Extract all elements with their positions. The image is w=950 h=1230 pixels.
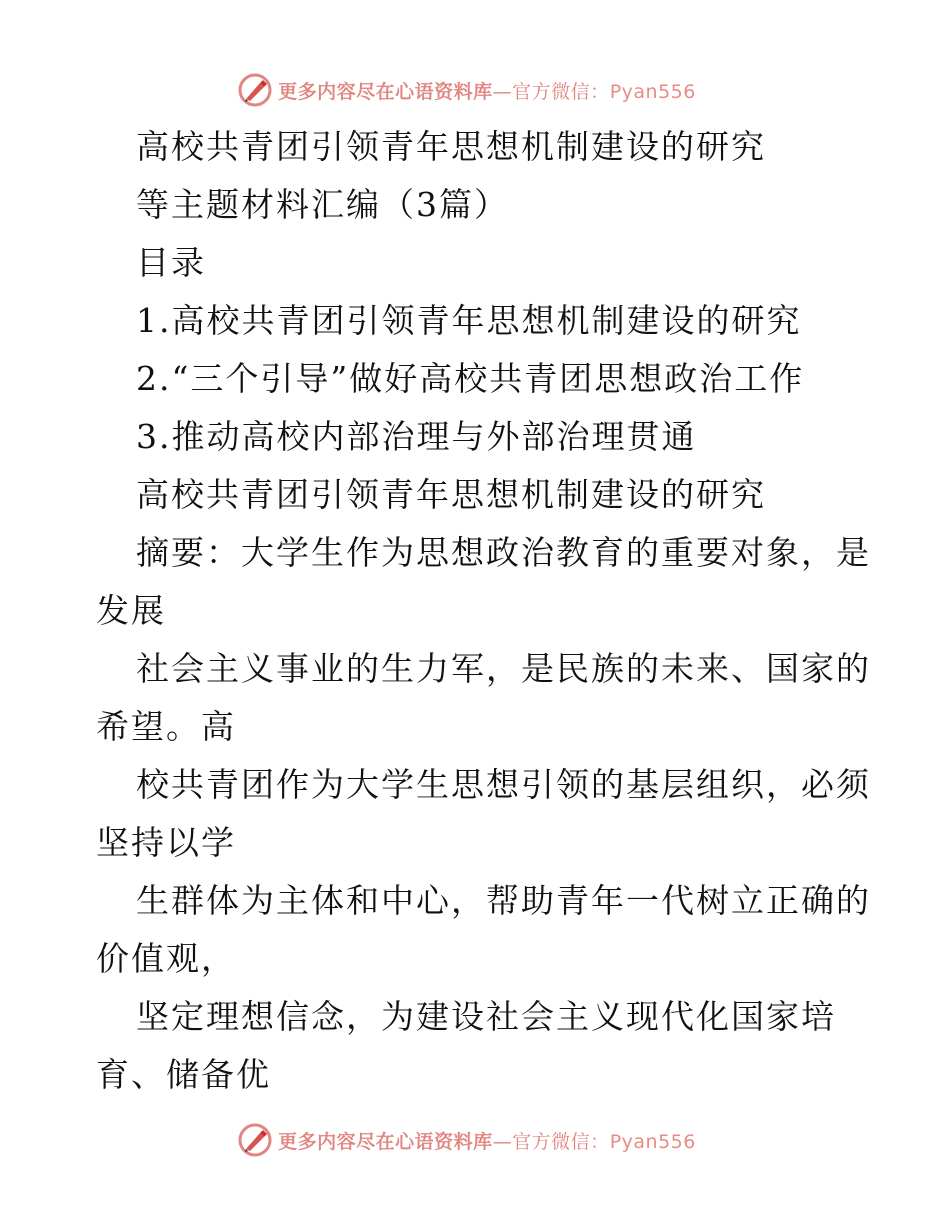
paragraph-line: 发展 <box>96 591 166 630</box>
paragraph-line: 坚持以学 <box>96 823 236 862</box>
watermark-wechat-label: 官方微信： <box>512 80 610 103</box>
watermark-wechat-label: 官方微信： <box>512 1130 610 1153</box>
paragraph-line: 价值观， <box>96 939 236 978</box>
toc-item-3: 3.推动高校内部治理与外部治理贯通 <box>136 417 697 456</box>
pen-logo-icon <box>238 1123 272 1157</box>
document-body <box>96 118 871 1104</box>
toc-heading: 目录 <box>136 243 206 282</box>
paragraph-line: 社会主义事业的生力军，是民族的未来、国家的 <box>136 649 871 688</box>
watermark-header <box>0 70 950 110</box>
paragraph-line: 坚定理想信念，为建设社会主义现代化国家培 <box>136 997 836 1036</box>
doc-title-line-2: 等主题材料汇编（3篇） <box>136 185 509 224</box>
paragraph-line: 校共青团作为大学生思想引领的基层组织，必须 <box>136 765 871 804</box>
watermark-dash: — <box>492 80 513 103</box>
watermark-site: 更多内容尽在心语资料库 <box>278 80 493 103</box>
toc-item-1: 1.高校共青团引领青年思想机制建设的研究 <box>136 301 802 340</box>
watermark-handle: Pyan556 <box>609 1130 696 1153</box>
watermark-footer <box>0 1120 950 1160</box>
section-title: 高校共青团引领青年思想机制建设的研究 <box>136 475 766 514</box>
toc-item-2: 2.“三个引导”做好高校共青团思想政治工作 <box>136 359 805 398</box>
watermark-site: 更多内容尽在心语资料库 <box>278 1130 493 1153</box>
paragraph-line: 希望。高 <box>96 707 236 746</box>
watermark-dash: — <box>492 1130 513 1153</box>
watermark-handle: Pyan556 <box>609 80 696 103</box>
paragraph-line: 摘要：大学生作为思想政治教育的重要对象，是 <box>136 533 871 572</box>
paragraph-line: 生群体为主体和中心，帮助青年一代树立正确的 <box>136 881 871 920</box>
paragraph-line: 育、储备优 <box>96 1055 271 1094</box>
doc-title-line-1: 高校共青团引领青年思想机制建设的研究 <box>136 127 766 166</box>
pen-logo-icon <box>238 73 272 107</box>
